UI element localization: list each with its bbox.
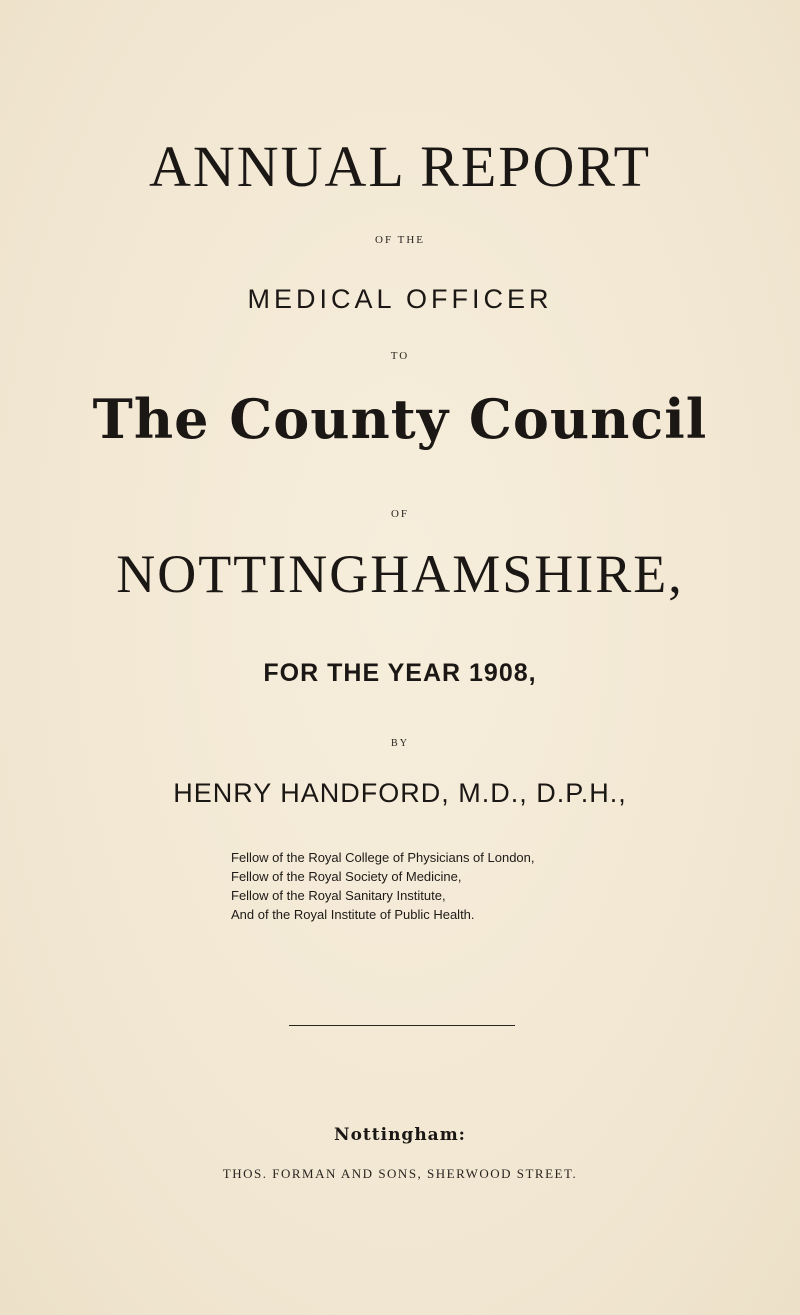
credential-line: Fellow of the Royal Society of Medicine, [231,869,462,884]
county-name: NOTTINGHAMSHIRE, [116,544,684,604]
divider-rule [289,1025,515,1026]
credential-line: Fellow of the Royal Sanitary Institute, [231,888,446,903]
council-name: The County Council [92,387,708,451]
author-name: HENRY HANDFORD, M.D., D.P.H., [173,778,627,808]
of-the-label: OF THE [375,234,425,246]
report-title: ANNUAL REPORT [148,134,652,199]
imprint-place: Nottingham: [334,1125,466,1145]
printer-name: THOS. FORMAN AND SONS, SHERWOOD STREET. [222,1166,578,1181]
report-year: FOR THE YEAR 1908, [263,659,537,687]
credential-line: And of the Royal Institute of Public Health. [231,907,475,922]
by-label: BY [391,738,409,749]
to-label: TO [390,350,410,362]
of-label: OF [390,508,410,520]
officer-title: MEDICAL OFFICER [247,284,553,314]
credential-line: Fellow of the Royal College of Physicians of London, [231,850,535,865]
author-credentials [231,848,535,924]
